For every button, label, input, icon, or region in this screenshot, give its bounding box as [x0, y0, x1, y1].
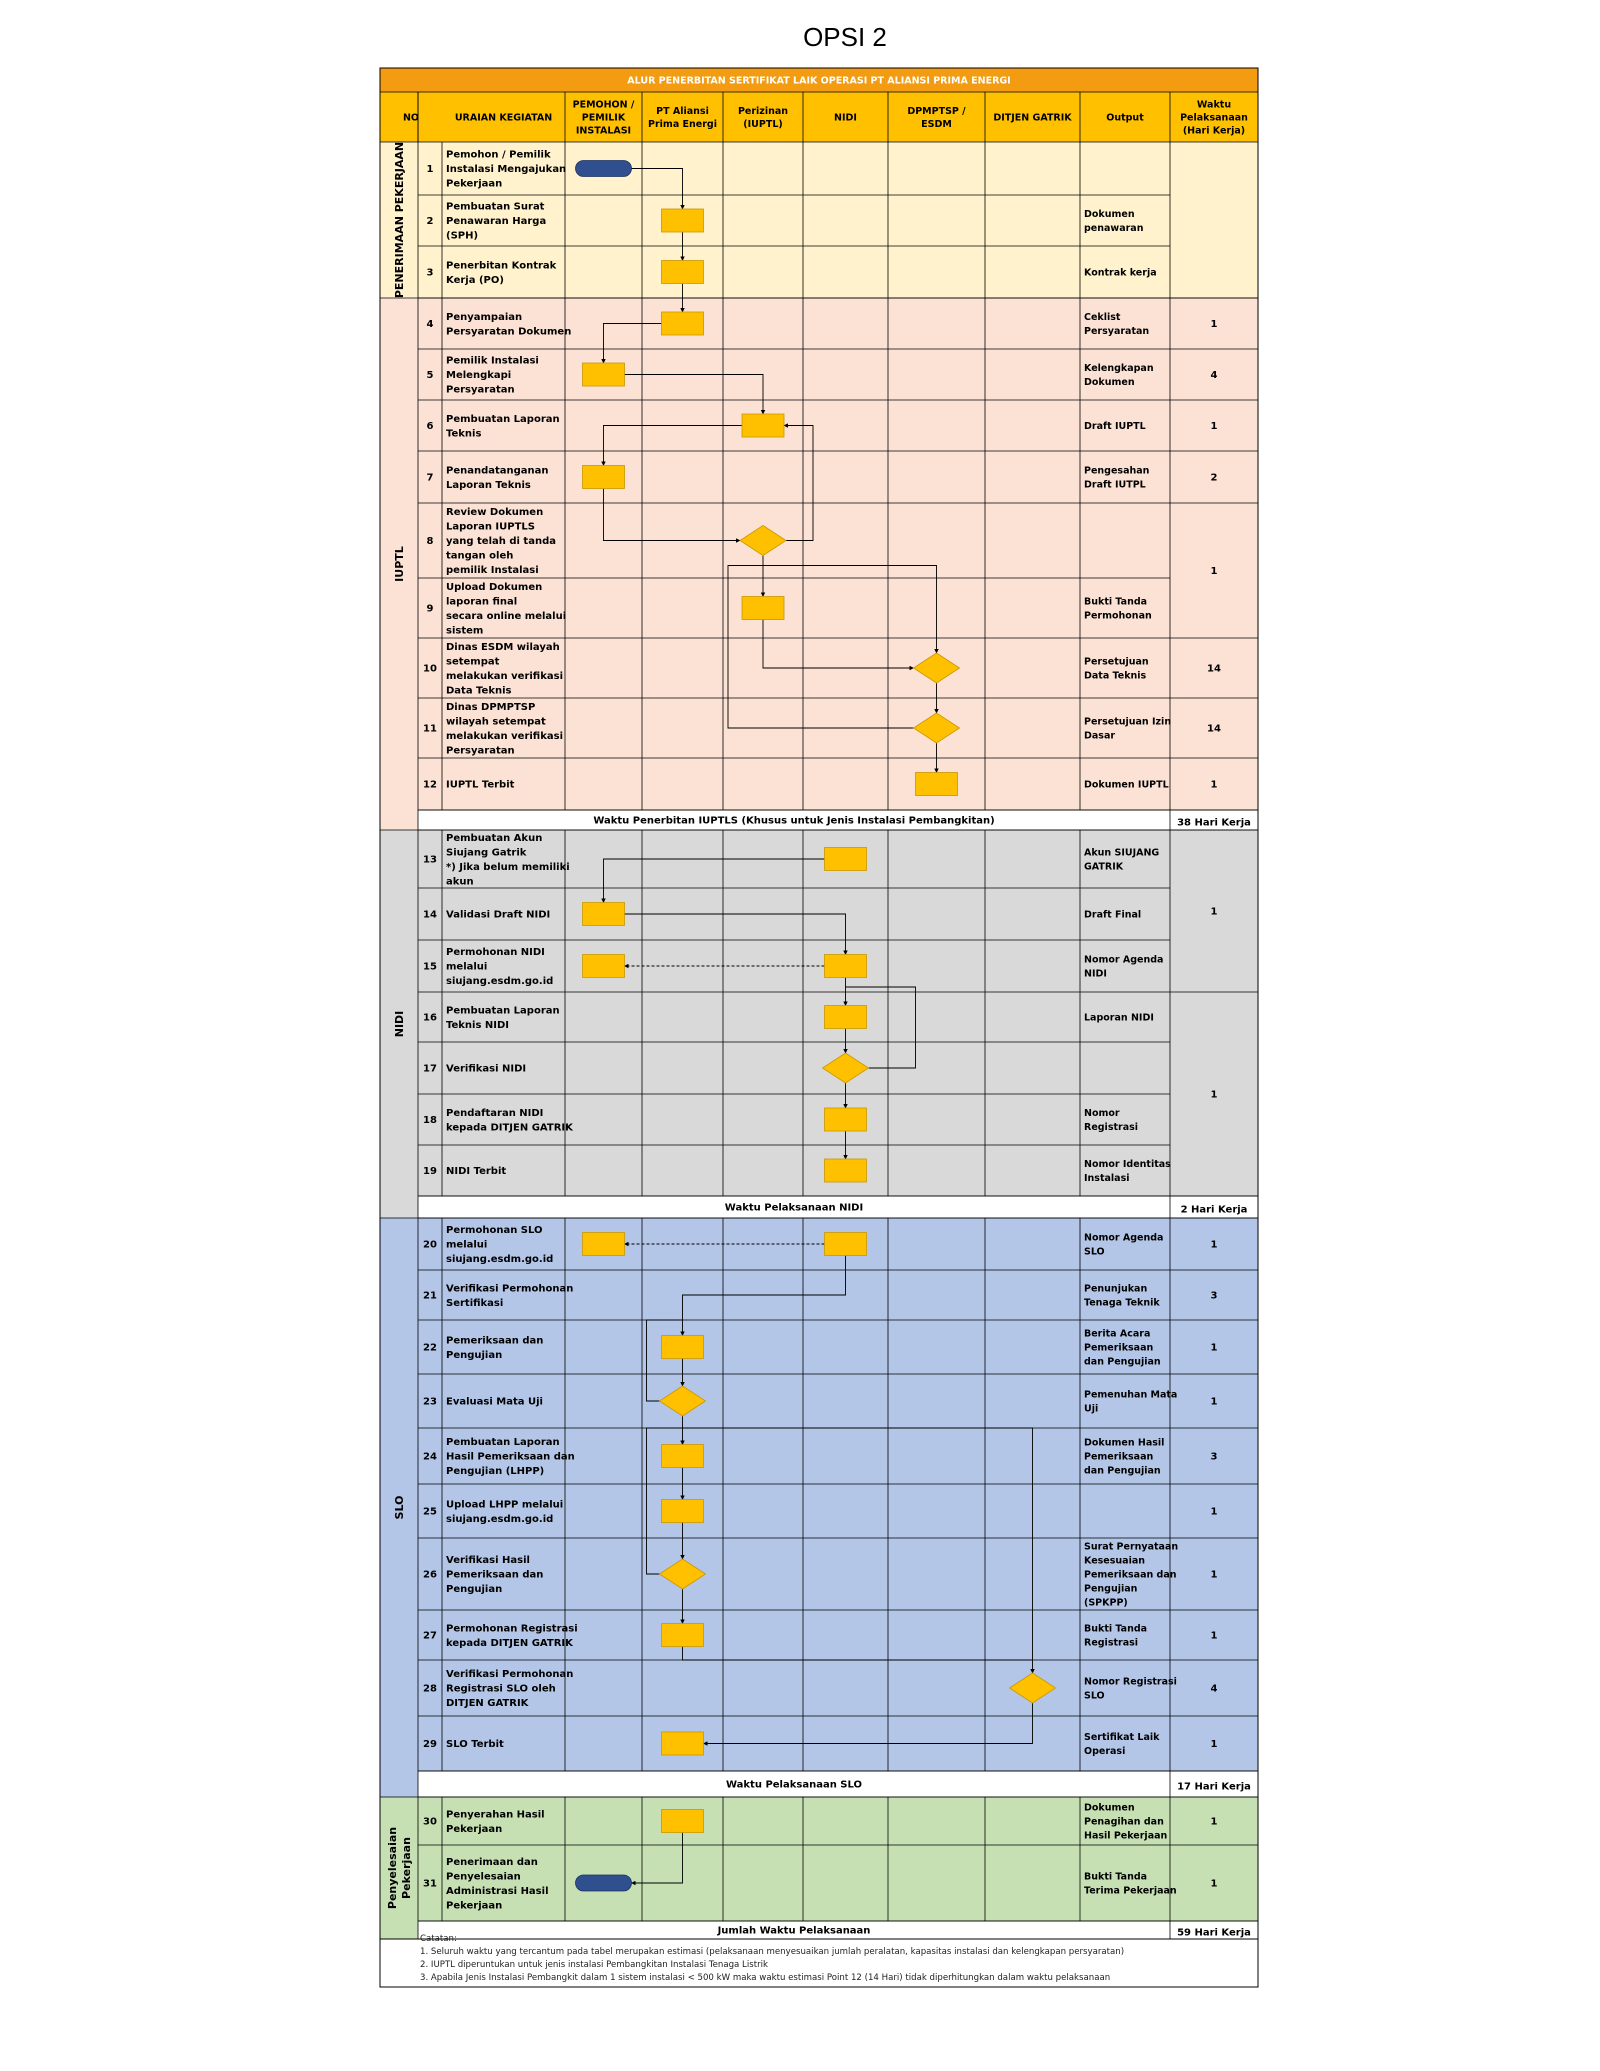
activity-text: Validasi Draft NIDI: [446, 909, 551, 921]
process-box: [825, 1159, 867, 1182]
output-text: Nomor Agenda NIDI: [1084, 954, 1164, 980]
output-text: Persetujuan Data Teknis: [1084, 656, 1149, 682]
row-number: 11: [423, 723, 437, 735]
section-label: PENERIMAAN PEKERJAAN: [393, 141, 406, 299]
summary-label: Waktu Penerbitan IUPTLS (Khusus untuk Jenis Instalasi Pembangkitan): [593, 815, 995, 827]
activity-text: Pembuatan Laporan Hasil Pemeriksaan dan Pengujian (LHPP): [446, 1437, 575, 1477]
output-text: Draft IUPTL: [1084, 420, 1146, 432]
notes-title: Catatan:: [420, 1934, 457, 1944]
output-text: Dokumen penawaran: [1084, 208, 1144, 234]
output-text: Dokumen IUPTL: [1084, 779, 1169, 791]
output-text: Persetujuan Izin Dasar: [1084, 716, 1172, 742]
output-text: Sertifikat Laik Operasi: [1084, 1731, 1160, 1757]
row-number: 23: [423, 1396, 437, 1408]
waktu-value: 3: [1210, 1290, 1218, 1302]
process-box: [825, 955, 867, 978]
row-number: 17: [423, 1063, 437, 1075]
summary-total: 2 Hari Kerja: [1180, 1204, 1248, 1216]
row-number: 19: [423, 1166, 437, 1177]
process-box: [662, 1500, 704, 1523]
process-box: [742, 597, 784, 620]
summary-total: 17 Hari Kerja: [1177, 1781, 1251, 1793]
note-item: 2. IUPTL diperuntukan untuk jenis instalasi Pembangkitan Instalasi Tenaga Listrik: [420, 1960, 768, 1970]
activity-text: NIDI Terbit: [446, 1166, 507, 1177]
process-box: [583, 466, 625, 489]
process-box: [825, 1108, 867, 1131]
start-terminator: [576, 161, 632, 177]
process-box: [742, 414, 784, 437]
output-text: Akun SIUJANG GATRIK: [1084, 847, 1160, 873]
waktu-value: 1: [1210, 1569, 1218, 1581]
output-text: Nomor Identitas Instalasi: [1084, 1158, 1171, 1184]
waktu-value: 1: [1210, 906, 1218, 918]
waktu-value: 4: [1210, 370, 1218, 381]
row-number: 30: [423, 1816, 437, 1828]
row-number: 15: [423, 961, 437, 973]
activity-text: Pemilik Instalasi Melengkapi Persyaratan: [446, 355, 539, 396]
output-text: Penunjukan Tenaga Teknik: [1084, 1283, 1160, 1309]
banner-title: ALUR PENERBITAN SERTIFIKAT LAIK OPERASI PT ALIANSI PRIMA ENERGI: [627, 75, 1011, 87]
header-dpmptsp: DPMPTSP / ESDM: [907, 105, 966, 130]
end-terminator: [576, 1875, 632, 1891]
activity-text: Pemohon / Pemilik Instalasi Mengajukan Pekerjaan: [446, 149, 567, 190]
output-text: Draft Final: [1084, 909, 1142, 921]
waktu-value: 1: [1210, 1630, 1218, 1642]
activity-text: Verifikasi Hasil Pemeriksaan dan Pengujian: [446, 1555, 544, 1595]
summary-label: Waktu Pelaksanaan NIDI: [724, 1202, 864, 1214]
row-number: 27: [423, 1630, 437, 1642]
process-box: [916, 773, 958, 796]
process-box: [662, 1810, 704, 1833]
output-text: Surat Pernyataan Kesesuaian Pemeriksaan dan Pengujian (SPKPP): [1084, 1541, 1179, 1609]
header-uraian: URAIAN KEGIATAN: [454, 112, 553, 124]
activity-text: SLO Terbit: [446, 1739, 504, 1750]
row-number: 25: [423, 1506, 437, 1518]
section-label: PenyelesaianPekerjaan: [386, 1826, 413, 1910]
row-number: 5: [426, 370, 434, 381]
waktu-value: 1: [1210, 1816, 1218, 1828]
output-text: Dokumen Penagihan dan Hasil Pekerjaan: [1084, 1802, 1168, 1842]
waktu-value: 1: [1210, 1342, 1218, 1354]
header-perizinan: Perizinan (IUPTL): [737, 105, 789, 130]
activity-text: Pembuatan Surat Penawaran Harga (SPH): [446, 201, 547, 242]
row-number: 22: [423, 1342, 437, 1354]
row-number: 14: [423, 909, 437, 921]
process-box: [662, 261, 704, 284]
section-label: NIDI: [393, 1010, 406, 1038]
activity-text: Pembuatan Laporan Teknis: [446, 413, 560, 440]
summary-total: 59 Hari Kerja: [1177, 1927, 1251, 1939]
waktu-value: 1: [1210, 779, 1218, 791]
waktu-value: 1: [1210, 1878, 1218, 1890]
process-box: [825, 1233, 867, 1256]
section-label: IUPTL: [393, 546, 406, 582]
process-box: [662, 1336, 704, 1359]
row-number: 29: [423, 1739, 437, 1750]
output-text: Nomor Agenda SLO: [1084, 1232, 1164, 1258]
activity-text: Pendaftaran NIDI kepada DITJEN GATRIK: [446, 1107, 573, 1134]
header-pt: PT Aliansi Prima Energi: [648, 105, 717, 130]
activity-text: Permohonan SLO melalui siujang.esdm.go.id: [446, 1225, 554, 1265]
row-number: 31: [423, 1878, 437, 1890]
activity-text: Permohonan NIDI melalui siujang.esdm.go.id: [446, 947, 554, 987]
row-number: 10: [423, 663, 437, 675]
activity-text: Review Dokumen Laporan IUPTLS yang telah di tanda tangan oleh pemilik Instalasi: [446, 507, 556, 576]
activity-text: Dinas DPMPTSP wilayah setempat melakukan verifikasi Persyaratan: [446, 701, 563, 757]
row-number: 7: [426, 472, 434, 484]
process-box: [662, 209, 704, 232]
activity-text: Upload Dokumen laporan final secara online melalui sistem: [446, 581, 567, 637]
row-number: 8: [426, 536, 434, 547]
output-text: Dokumen Hasil Pemeriksaan dan Pengujian: [1084, 1437, 1165, 1477]
header-output: Output: [1106, 112, 1144, 124]
row-number: 4: [426, 319, 434, 330]
row-number: 9: [426, 603, 434, 615]
row-number: 3: [426, 267, 434, 279]
note-item: 3. Apabila Jenis Instalasi Pembangkit dalam 1 sistem instalasi < 500 kW maka waktu estimasi Point 12 (14 Hari) tidak diperhitungkan dalam waktu pelaksanaan: [420, 1973, 1111, 1983]
row-number: 21: [423, 1290, 437, 1302]
output-text: Nomor Registrasi SLO: [1084, 1676, 1177, 1702]
activity-text: Pembuatan Laporan Teknis NIDI: [446, 1005, 560, 1031]
waktu-value: 1: [1210, 1239, 1218, 1251]
waktu-value: 1: [1210, 1506, 1218, 1518]
output-text: Bukti Tanda Permohonan: [1084, 596, 1152, 622]
waktu-value: 1: [1210, 1396, 1218, 1408]
row-number: 2: [426, 216, 434, 227]
header-waktu: Waktu Pelaksanaan (Hari Kerja): [1180, 99, 1248, 137]
activity-text: Upload LHPP melalui siujang.esdm.go.id: [446, 1499, 564, 1525]
row-number: 28: [423, 1683, 437, 1695]
page-title: OPSI 2: [803, 22, 887, 52]
header-nidi: NIDI: [834, 112, 857, 124]
output-text: Bukti Tanda Registrasi: [1084, 1623, 1148, 1649]
output-text: Ceklist Persyaratan: [1084, 311, 1150, 337]
waktu-value: 1: [1210, 319, 1218, 330]
row-number: 16: [423, 1012, 437, 1024]
output-text: Berita Acara Pemeriksaan dan Pengujian: [1084, 1328, 1161, 1368]
output-text: Kelengkapan Dokumen: [1084, 362, 1154, 388]
output-text: Bukti Tanda Terima Pekerjaan: [1084, 1871, 1177, 1897]
row-number: 18: [423, 1115, 437, 1126]
process-box: [825, 1006, 867, 1029]
row-number: 20: [423, 1239, 437, 1251]
activity-text: Verifikasi NIDI: [446, 1063, 527, 1075]
waktu-value: 2: [1210, 472, 1218, 484]
process-box: [662, 1445, 704, 1468]
output-text: Pemenuhan Mata Uji: [1084, 1389, 1178, 1415]
activity-text: Permohonan Registrasi kepada DITJEN GATRIK: [446, 1623, 578, 1649]
activity-text: Penyerahan Hasil Pekerjaan: [446, 1809, 545, 1835]
waktu-value: 14: [1207, 723, 1221, 735]
activity-text: Penandatanganan Laporan Teknis: [446, 465, 549, 491]
row-number: 24: [423, 1451, 437, 1463]
header-no: NO: [402, 112, 420, 124]
activity-text: Verifikasi Permohonan Registrasi SLO oleh DITJEN GATRIK: [446, 1669, 574, 1709]
waktu-value: 1: [1210, 566, 1218, 577]
note-item: 1. Seluruh waktu yang tercantum pada tabel merupakan estimasi (pelaksanaan menyesuaikan jumlah peralatan, kapasitas instalasi dan kelengkapan persyaratan): [420, 1947, 1125, 1957]
activity-text: Dinas ESDM wilayah setempat melakukan verifikasi Data Teknis: [446, 641, 563, 697]
header-ditjen: DITJEN GATRIK: [993, 112, 1072, 124]
process-box: [583, 363, 625, 386]
row-number: 13: [423, 854, 437, 866]
process-box: [662, 1624, 704, 1647]
activity-text: Penyampaian Persyaratan Dokumen: [446, 311, 572, 338]
process-box: [583, 955, 625, 978]
output-text: Laporan NIDI: [1084, 1012, 1154, 1024]
waktu-value: 4: [1210, 1683, 1218, 1695]
activity-text: Verifikasi Permohonan Sertifikasi: [446, 1283, 574, 1309]
output-text: Kontrak kerja: [1084, 267, 1157, 279]
row-number: 26: [423, 1569, 437, 1581]
waktu-value: 1: [1210, 1739, 1218, 1750]
process-box: [825, 848, 867, 871]
waktu-value: 3: [1210, 1451, 1218, 1463]
output-text: Pengesahan Draft IUTPL: [1084, 465, 1150, 491]
summary-label: Waktu Pelaksanaan SLO: [725, 1779, 863, 1791]
section-label: SLO: [393, 1495, 406, 1520]
row-number: 6: [426, 421, 434, 432]
waktu-value: 1: [1210, 1089, 1218, 1101]
process-box: [662, 1732, 704, 1755]
activity-text: Penerimaan dan Penyelesaian Administrasi Hasil Pekerjaan: [446, 1856, 549, 1912]
row-number: 1: [426, 164, 434, 175]
activity-text: Penerbitan Kontrak Kerja (PO): [446, 260, 557, 286]
activity-text: Evaluasi Mata Uji: [446, 1396, 543, 1408]
process-box: [583, 903, 625, 926]
output-text: Nomor Registrasi: [1084, 1107, 1139, 1133]
waktu-value: 1: [1210, 421, 1218, 432]
summary-total: 38 Hari Kerja: [1177, 817, 1251, 829]
activity-text: Pemeriksaan dan Pengujian: [446, 1335, 544, 1361]
activity-text: IUPTL Terbit: [446, 779, 515, 791]
activity-text: Pembuatan Akun Siujang Gatrik *) Jika belum memiliki akun: [446, 832, 570, 888]
process-box: [583, 1233, 625, 1256]
row-number: 12: [423, 779, 437, 791]
summary-label: Jumlah Waktu Pelaksanaan: [717, 1925, 871, 1937]
header-pemohon: PEMOHON / PEMILIK INSTALASI: [572, 99, 635, 137]
waktu-value: 14: [1207, 663, 1221, 675]
process-box: [662, 312, 704, 335]
